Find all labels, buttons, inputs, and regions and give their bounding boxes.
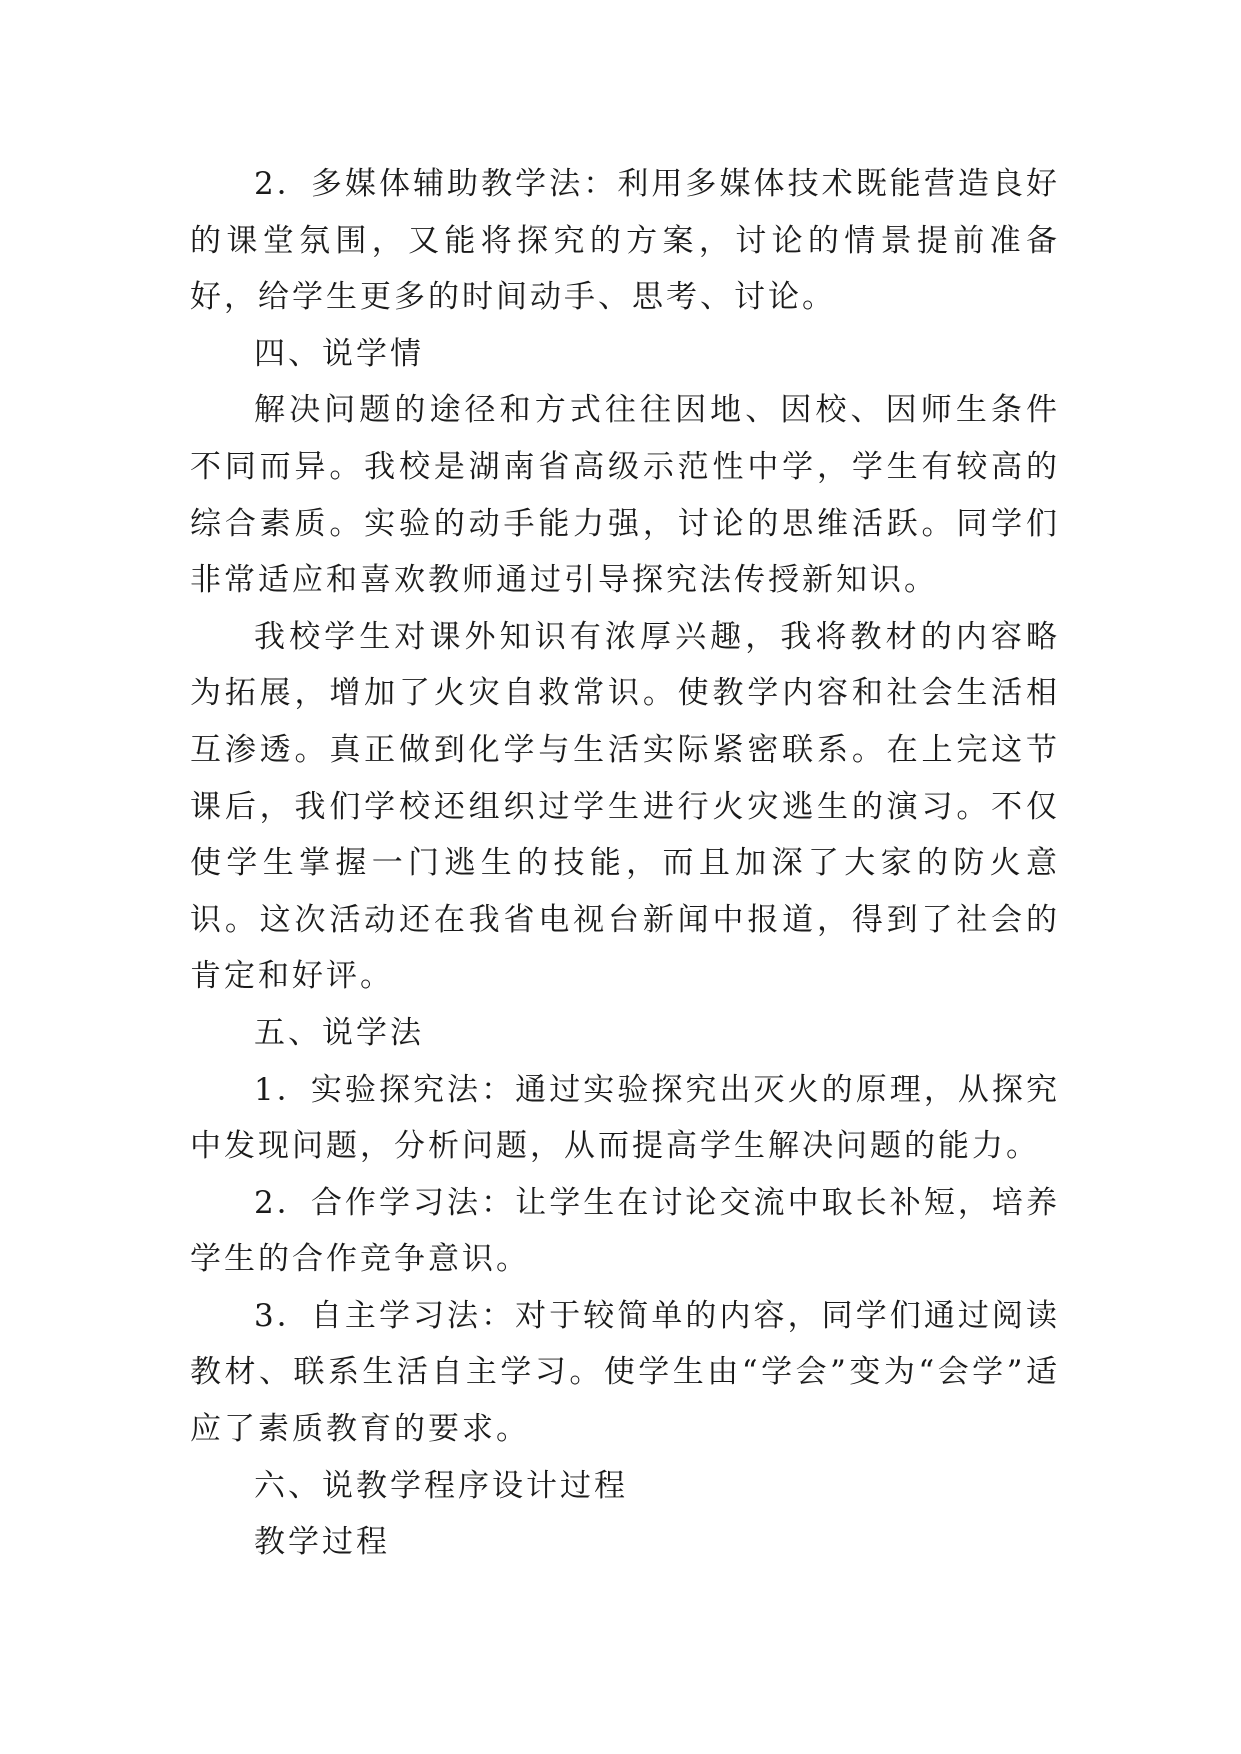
section-heading-teaching-process: 教学过程: [254, 1524, 390, 1561]
document-body: [190, 156, 1060, 1571]
paragraph-cooperative-method: 2．合作学习法：让学生在讨论交流中取长补短，培养学生的合作竞争意识。: [190, 1184, 1060, 1278]
section-heading-learning-situation: 四、说学情: [254, 335, 424, 372]
paragraph-learning-situation: 解决问题的途径和方式往往因地、因校、因师生条件不同而异。我校是湖南省高级示范性中学，学生有较高的综合素质。实验的动手能力强，讨论的思维活跃。同学们非常适应和喜欢教师通过引导探究法传授新知识。: [190, 392, 1060, 599]
section-heading-teaching-procedure: 六、说教学程序设计过程: [254, 1467, 628, 1504]
paragraph-fire-escape-drill: 我校学生对课外知识有浓厚兴趣，我将教材的内容略为拓展，增加了火灾自救常识。使教学内容和社会生活相互渗透。真正做到化学与生活实际紧密联系。在上完这节课后，我们学校还组织过学生进行火灾逃生的演习。不仅使学生掌握一门逃生的技能，而且加深了大家的防火意识。这次活动还在我省电视台新闻中报道，得到了社会的肯定和好评。: [190, 618, 1060, 995]
paragraph-experiment-method: 1．实验探究法：通过实验探究出灭火的原理，从探究中发现问题，分析问题，从而提高学生解决问题的能力。: [190, 1071, 1060, 1165]
paragraph-self-study-method: 3．自主学习法：对于较简单的内容，同学们通过阅读教材、联系生活自主学习。使学生由“学会”变为“会学”适应了素质教育的要求。: [190, 1297, 1060, 1448]
section-heading-learning-methods: 五、说学法: [254, 1014, 424, 1051]
paragraph-multimedia-method: 2．多媒体辅助教学法：利用多媒体技术既能营造良好的课堂氛围，又能将探究的方案，讨论的情景提前准备好，给学生更多的时间动手、思考、讨论。: [190, 166, 1060, 316]
